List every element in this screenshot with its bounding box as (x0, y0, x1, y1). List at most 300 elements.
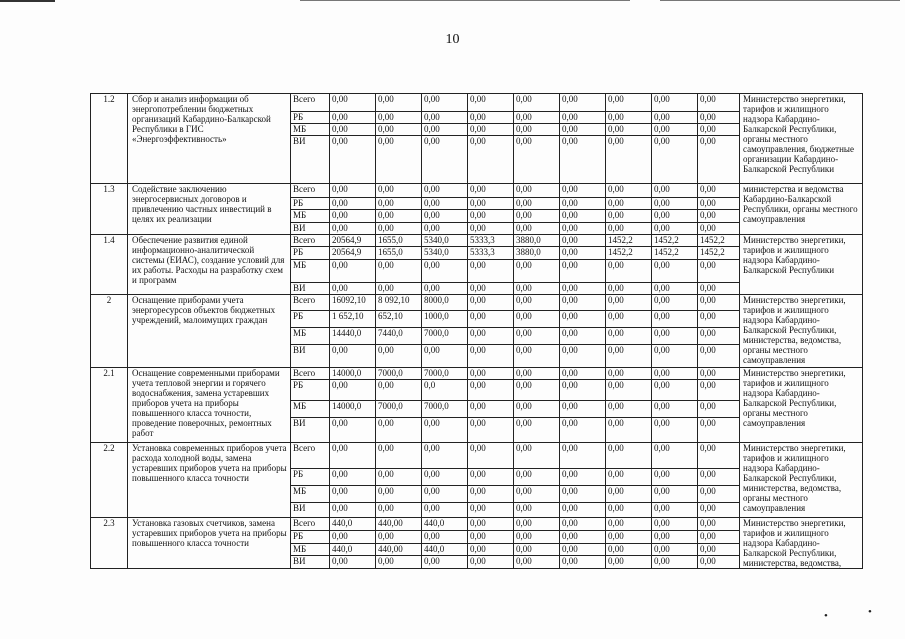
funding-source: РБ (291, 311, 330, 328)
amount-cell: 0,0 (422, 380, 468, 401)
amount-cell: 0,00 (422, 503, 468, 518)
executor: Министерство энергетики, тарифов и жилищного надзора Кабардино-Балкарской Республики, министерства, ведомства, органы местного самоуправления (740, 443, 863, 518)
amount-cell: 0,00 (468, 260, 514, 283)
amount-cell: 0,00 (560, 198, 606, 210)
amount-cell: 0,00 (652, 184, 698, 198)
amount-cell: 1452,2 (698, 247, 740, 260)
amount-cell: 0,00 (560, 556, 606, 569)
amount-cell: 0,00 (422, 345, 468, 368)
amount-cell: 440,00 (376, 518, 422, 531)
amount-cell: 0,00 (468, 295, 514, 311)
amount-cell: 0,00 (376, 443, 422, 469)
amount-cell: 0,00 (468, 328, 514, 345)
amount-cell: 0,00 (514, 328, 560, 345)
amount-cell: 0,00 (698, 486, 740, 503)
top-rule-right (660, 0, 900, 1)
amount-cell: 0,00 (468, 94, 514, 112)
amount-cell: 0,00 (698, 469, 740, 486)
amount-cell: 0,00 (468, 283, 514, 295)
top-rule-center (300, 0, 630, 1)
amount-cell: 0,00 (606, 328, 652, 345)
amount-cell: 0,00 (652, 112, 698, 124)
amount-cell: 14000,0 (330, 368, 376, 380)
amount-cell: 0,00 (652, 328, 698, 345)
funding-source: МБ (291, 401, 330, 418)
funding-source: РБ (291, 530, 330, 543)
funding-source: Всего (291, 295, 330, 311)
amount-cell: 0,00 (376, 260, 422, 283)
executor: Министерство энергетики, тарифов и жилищного надзора Кабардино-Балкарской Республики, органы местного самоуправления (740, 368, 863, 443)
funding-source: МБ (291, 260, 330, 283)
amount-cell: 0,00 (330, 184, 376, 198)
amount-cell: 0,00 (422, 184, 468, 198)
row-number: 1.4 (91, 235, 128, 295)
amount-cell: 0,00 (376, 184, 422, 198)
amount-cell: 0,00 (606, 443, 652, 469)
amount-cell: 1452,2 (698, 235, 740, 247)
table-row (91, 443, 863, 469)
amount-cell: 440,0 (330, 518, 376, 531)
amount-cell: 0,00 (330, 418, 376, 443)
row-number: 2 (91, 295, 128, 368)
amount-cell: 0,00 (376, 198, 422, 210)
amount-cell: 1655,0 (376, 247, 422, 260)
amount-cell: 0,00 (698, 283, 740, 295)
amount-cell: 0,00 (560, 443, 606, 469)
amount-cell: 0,00 (468, 556, 514, 569)
amount-cell: 0,00 (560, 295, 606, 311)
amount-cell: 0,00 (376, 503, 422, 518)
amount-cell: 0,00 (330, 380, 376, 401)
amount-cell: 0,00 (330, 136, 376, 184)
amount-cell: 8 092,10 (376, 295, 422, 311)
funding-source: ВИ (291, 503, 330, 518)
amount-cell: 1655,0 (376, 235, 422, 247)
amount-cell: 0,00 (468, 543, 514, 556)
amount-cell: 5340,0 (422, 247, 468, 260)
amount-cell: 0,00 (376, 469, 422, 486)
amount-cell: 0,00 (468, 443, 514, 469)
footer-mark: • (868, 606, 872, 618)
amount-cell: 0,00 (330, 556, 376, 569)
amount-cell: 5340,0 (422, 235, 468, 247)
amount-cell: 0,00 (514, 518, 560, 531)
amount-cell: 0,00 (514, 368, 560, 380)
funding-source: РБ (291, 469, 330, 486)
measure-name: Сбор и анализ информации об энергопотреблении бюджетных организаций Кабардино-Балкарской Республики в ГИС «Энергоэффективность» (128, 94, 291, 184)
amount-cell: 0,00 (560, 136, 606, 184)
amount-cell: 0,00 (560, 124, 606, 136)
amount-cell: 0,00 (698, 112, 740, 124)
amount-cell: 0,00 (330, 112, 376, 124)
amount-cell: 0,00 (698, 443, 740, 469)
amount-cell: 0,00 (652, 368, 698, 380)
amount-cell: 1452,2 (652, 247, 698, 260)
funding-source: ВИ (291, 418, 330, 443)
amount-cell: 0,00 (422, 223, 468, 235)
amount-cell: 0,00 (698, 198, 740, 210)
amount-cell: 0,00 (606, 136, 652, 184)
amount-cell: 0,00 (422, 556, 468, 569)
amount-cell: 0,00 (514, 184, 560, 198)
amount-cell: 1000,0 (422, 311, 468, 328)
amount-cell: 0,00 (468, 418, 514, 443)
amount-cell: 7000,0 (422, 368, 468, 380)
amount-cell: 0,00 (468, 345, 514, 368)
amount-cell: 0,00 (422, 486, 468, 503)
amount-cell: 0,00 (698, 543, 740, 556)
amount-cell: 0,00 (514, 469, 560, 486)
amount-cell: 0,00 (606, 295, 652, 311)
amount-cell: 0,00 (652, 486, 698, 503)
amount-cell: 0,00 (698, 401, 740, 418)
amount-cell: 0,00 (560, 235, 606, 247)
amount-cell: 440,0 (422, 543, 468, 556)
amount-cell: 0,00 (698, 530, 740, 543)
amount-cell: 0,00 (468, 401, 514, 418)
amount-cell: 7000,0 (422, 328, 468, 345)
amount-cell: 1452,2 (606, 235, 652, 247)
measure-name: Оснащение приборами учета энергоресурсов объектов бюджетных учреждений, малоимущих граждан (128, 295, 291, 368)
amount-cell: 16092,10 (330, 295, 376, 311)
amount-cell: 0,00 (606, 124, 652, 136)
amount-cell: 20564,9 (330, 247, 376, 260)
amount-cell: 0,00 (514, 443, 560, 469)
funding-source: РБ (291, 112, 330, 124)
amount-cell: 0,00 (468, 530, 514, 543)
amount-cell: 0,00 (514, 345, 560, 368)
funding-source: РБ (291, 380, 330, 401)
amount-cell: 0,00 (560, 210, 606, 223)
amount-cell: 0,00 (468, 380, 514, 401)
executor: Министерство энергетики, тарифов и жилищного надзора Кабардино-Балкарской Республики, министерства, ведомства, (740, 518, 863, 569)
amount-cell: 0,00 (606, 380, 652, 401)
amount-cell: 0,00 (560, 418, 606, 443)
amount-cell: 0,00 (560, 486, 606, 503)
amount-cell: 0,00 (698, 210, 740, 223)
amount-cell: 0,00 (560, 283, 606, 295)
amount-cell: 0,00 (652, 260, 698, 283)
funding-source: РБ (291, 198, 330, 210)
amount-cell: 0,00 (652, 210, 698, 223)
amount-cell: 0,00 (376, 556, 422, 569)
amount-cell: 0,00 (330, 503, 376, 518)
amount-cell: 0,00 (606, 345, 652, 368)
amount-cell: 5333,3 (468, 235, 514, 247)
amount-cell: 0,00 (560, 380, 606, 401)
amount-cell: 0,00 (652, 124, 698, 136)
amount-cell: 0,00 (652, 503, 698, 518)
funding-source: Всего (291, 184, 330, 198)
amount-cell: 0,00 (422, 198, 468, 210)
funding-source: ВИ (291, 223, 330, 235)
amount-cell: 0,00 (652, 295, 698, 311)
amount-cell: 0,00 (422, 94, 468, 112)
amount-cell: 0,00 (698, 418, 740, 443)
amount-cell: 0,00 (330, 443, 376, 469)
amount-cell: 0,00 (606, 530, 652, 543)
funding-source: МБ (291, 486, 330, 503)
amount-cell: 0,00 (560, 368, 606, 380)
funding-source: ВИ (291, 136, 330, 184)
amount-cell: 0,00 (514, 198, 560, 210)
table-row (91, 368, 863, 380)
amount-cell: 0,00 (698, 328, 740, 345)
amount-cell: 0,00 (514, 210, 560, 223)
funding-source: Всего (291, 368, 330, 380)
table-row (91, 235, 863, 247)
amount-cell: 0,00 (514, 543, 560, 556)
amount-cell: 440,00 (376, 543, 422, 556)
amount-cell: 0,00 (652, 198, 698, 210)
amount-cell: 0,00 (560, 530, 606, 543)
amount-cell: 0,00 (422, 418, 468, 443)
amount-cell: 0,00 (560, 184, 606, 198)
amount-cell: 0,00 (698, 223, 740, 235)
amount-cell: 0,00 (698, 503, 740, 518)
amount-cell: 0,00 (606, 418, 652, 443)
amount-cell: 0,00 (514, 223, 560, 235)
amount-cell: 0,00 (330, 198, 376, 210)
amount-cell: 0,00 (560, 328, 606, 345)
amount-cell: 1452,2 (606, 247, 652, 260)
amount-cell: 0,00 (514, 530, 560, 543)
amount-cell: 7000,0 (376, 401, 422, 418)
funding-source: ВИ (291, 556, 330, 569)
amount-cell: 0,00 (330, 345, 376, 368)
amount-cell: 0,00 (468, 184, 514, 198)
funding-source: МБ (291, 124, 330, 136)
amount-cell: 0,00 (468, 124, 514, 136)
amount-cell: 0,00 (560, 94, 606, 112)
amount-cell: 0,00 (422, 124, 468, 136)
amount-cell: 0,00 (652, 94, 698, 112)
table-body (91, 94, 863, 569)
row-number: 2.3 (91, 518, 128, 569)
executor: Министерство энергетики, тарифов и жилищного надзора Кабардино-Балкарской Республики, органы местного самоуправления, бюджетные организации Кабардино-Балкарской Республики (740, 94, 863, 184)
amount-cell: 14440,0 (330, 328, 376, 345)
amount-cell: 0,00 (560, 345, 606, 368)
amount-cell: 0,00 (606, 198, 652, 210)
amount-cell: 0,00 (514, 418, 560, 443)
amount-cell: 0,00 (468, 112, 514, 124)
row-number: 2.1 (91, 368, 128, 443)
amount-cell: 0,00 (652, 556, 698, 569)
funding-source: ВИ (291, 283, 330, 295)
amount-cell: 0,00 (330, 486, 376, 503)
table-row (91, 94, 863, 112)
amount-cell: 0,00 (514, 283, 560, 295)
page-number: 10 (445, 32, 460, 47)
amount-cell: 0,00 (698, 94, 740, 112)
amount-cell: 0,00 (606, 368, 652, 380)
top-rule-left (0, 0, 55, 2)
amount-cell: 0,00 (376, 380, 422, 401)
amount-cell: 0,00 (652, 401, 698, 418)
amount-cell: 0,00 (606, 503, 652, 518)
executor: министерства и ведомства Кабардино-Балкарской Республики, органы местного самоуправления (740, 184, 863, 235)
amount-cell: 3880,0 (514, 235, 560, 247)
table-row (91, 295, 863, 311)
amount-cell: 0,00 (698, 345, 740, 368)
amount-cell: 8000,0 (422, 295, 468, 311)
amount-cell: 0,00 (698, 380, 740, 401)
amount-cell: 0,00 (606, 486, 652, 503)
amount-cell: 0,00 (468, 503, 514, 518)
row-number: 2.2 (91, 443, 128, 518)
amount-cell: 7000,0 (422, 401, 468, 418)
amount-cell: 0,00 (606, 210, 652, 223)
amount-cell: 0,00 (468, 469, 514, 486)
amount-cell: 0,00 (468, 518, 514, 531)
funding-source: Всего (291, 443, 330, 469)
measure-name: Содействие заключению энергосервисных договоров и привлечению частных инвестиций в целях их реализации (128, 184, 291, 235)
footer-mark: • (824, 610, 828, 622)
amount-cell: 0,00 (560, 518, 606, 531)
amount-cell: 0,00 (468, 136, 514, 184)
amount-cell: 0,00 (330, 94, 376, 112)
funding-source: Всего (291, 94, 330, 112)
amount-cell: 0,00 (422, 210, 468, 223)
measure-name: Обеспечение развития единой информационно-аналитической системы (ЕИАС), создание условий для их работы. Расходы на разработку схем и программ (128, 235, 291, 295)
amount-cell: 0,00 (514, 380, 560, 401)
amount-cell: 0,00 (422, 283, 468, 295)
amount-cell: 0,00 (514, 503, 560, 518)
amount-cell: 0,00 (606, 518, 652, 531)
amount-cell: 0,00 (514, 401, 560, 418)
amount-cell: 0,00 (330, 124, 376, 136)
amount-cell: 0,00 (376, 124, 422, 136)
amount-cell: 652,10 (376, 311, 422, 328)
amount-cell: 7000,0 (376, 368, 422, 380)
funding-source: Всего (291, 235, 330, 247)
amount-cell: 5333,3 (468, 247, 514, 260)
executor: Министерство энергетики, тарифов и жилищного надзора Кабардино-Балкарской Республики, министерства, ведомства, органы местного самоуправления (740, 295, 863, 368)
amount-cell: 0,00 (376, 418, 422, 443)
table-row (91, 184, 863, 198)
amount-cell: 0,00 (330, 469, 376, 486)
amount-cell: 3880,0 (514, 247, 560, 260)
amount-cell: 0,00 (606, 283, 652, 295)
amount-cell: 0,00 (606, 469, 652, 486)
amount-cell: 0,00 (606, 556, 652, 569)
funding-source: РБ (291, 247, 330, 260)
amount-cell: 0,00 (698, 311, 740, 328)
amount-cell: 0,00 (376, 210, 422, 223)
amount-cell: 0,00 (468, 486, 514, 503)
amount-cell: 0,00 (514, 124, 560, 136)
amount-cell: 0,00 (560, 260, 606, 283)
amount-cell: 0,00 (652, 443, 698, 469)
amount-cell: 0,00 (468, 223, 514, 235)
amount-cell: 0,00 (422, 260, 468, 283)
amount-cell: 0,00 (560, 543, 606, 556)
row-number: 1.3 (91, 184, 128, 235)
amount-cell: 440,0 (422, 518, 468, 531)
amount-cell: 0,00 (606, 184, 652, 198)
amount-cell: 0,00 (652, 518, 698, 531)
amount-cell: 0,00 (376, 283, 422, 295)
amount-cell: 0,00 (698, 124, 740, 136)
amount-cell: 0,00 (514, 260, 560, 283)
amount-cell: 0,00 (376, 136, 422, 184)
row-number: 1.2 (91, 94, 128, 184)
amount-cell: 0,00 (330, 283, 376, 295)
amount-cell: 0,00 (698, 295, 740, 311)
amount-cell: 0,00 (652, 543, 698, 556)
amount-cell: 0,00 (652, 530, 698, 543)
measure-name: Установка газовых счетчиков, замена устаревших приборов учета на приборы повышенного класса точности (128, 518, 291, 569)
amount-cell: 0,00 (698, 556, 740, 569)
amount-cell: 0,00 (330, 223, 376, 235)
amount-cell: 20564,9 (330, 235, 376, 247)
amount-cell: 0,00 (606, 112, 652, 124)
amount-cell: 0,00 (468, 210, 514, 223)
amount-cell: 0,00 (560, 247, 606, 260)
amount-cell: 0,00 (560, 112, 606, 124)
amount-cell: 1 652,10 (330, 311, 376, 328)
amount-cell: 0,00 (330, 530, 376, 543)
amount-cell: 0,00 (468, 368, 514, 380)
amount-cell: 0,00 (606, 543, 652, 556)
amount-cell: 0,00 (560, 311, 606, 328)
amount-cell: 0,00 (422, 112, 468, 124)
amount-cell: 0,00 (652, 345, 698, 368)
amount-cell: 0,00 (606, 260, 652, 283)
amount-cell: 0,00 (652, 223, 698, 235)
amount-cell: 0,00 (422, 469, 468, 486)
amount-cell: 0,00 (698, 136, 740, 184)
executor: Министерство энергетики, тарифов и жилищного надзора Кабардино-Балкарской Республики (740, 235, 863, 295)
funding-source: ВИ (291, 345, 330, 368)
amount-cell: 0,00 (468, 198, 514, 210)
amount-cell: 0,00 (376, 112, 422, 124)
measure-name: Установка современных приборов учета расхода холодной воды, замена устаревших приборов учета на приборы повышенного класса точности (128, 443, 291, 518)
amount-cell: 0,00 (606, 401, 652, 418)
funding-table (90, 93, 863, 569)
amount-cell: 0,00 (514, 486, 560, 503)
amount-cell: 7440,0 (376, 328, 422, 345)
amount-cell: 0,00 (330, 210, 376, 223)
amount-cell: 0,00 (422, 530, 468, 543)
amount-cell: 0,00 (606, 311, 652, 328)
amount-cell: 0,00 (560, 401, 606, 418)
amount-cell: 0,00 (698, 260, 740, 283)
amount-cell: 440,0 (330, 543, 376, 556)
amount-cell: 0,00 (560, 223, 606, 235)
amount-cell: 0,00 (376, 223, 422, 235)
amount-cell: 0,00 (514, 295, 560, 311)
amount-cell: 0,00 (468, 311, 514, 328)
amount-cell: 0,00 (376, 94, 422, 112)
amount-cell: 0,00 (652, 418, 698, 443)
amount-cell: 0,00 (606, 223, 652, 235)
amount-cell: 0,00 (652, 311, 698, 328)
amount-cell: 0,00 (652, 469, 698, 486)
amount-cell: 1452,2 (652, 235, 698, 247)
amount-cell: 0,00 (652, 136, 698, 184)
amount-cell: 0,00 (698, 368, 740, 380)
amount-cell: 0,00 (514, 94, 560, 112)
measure-name: Оснащение современными приборами учета тепловой энергии и горячего водоснабжения, замена устаревших приборов учета на приборы повышенного класса точности, проведение поверочных, ремонтных работ (128, 368, 291, 443)
funding-source: МБ (291, 543, 330, 556)
funding-source: МБ (291, 328, 330, 345)
amount-cell: 0,00 (376, 486, 422, 503)
amount-cell: 0,00 (698, 518, 740, 531)
amount-cell: 0,00 (606, 94, 652, 112)
amount-cell: 0,00 (652, 283, 698, 295)
amount-cell: 0,00 (330, 260, 376, 283)
